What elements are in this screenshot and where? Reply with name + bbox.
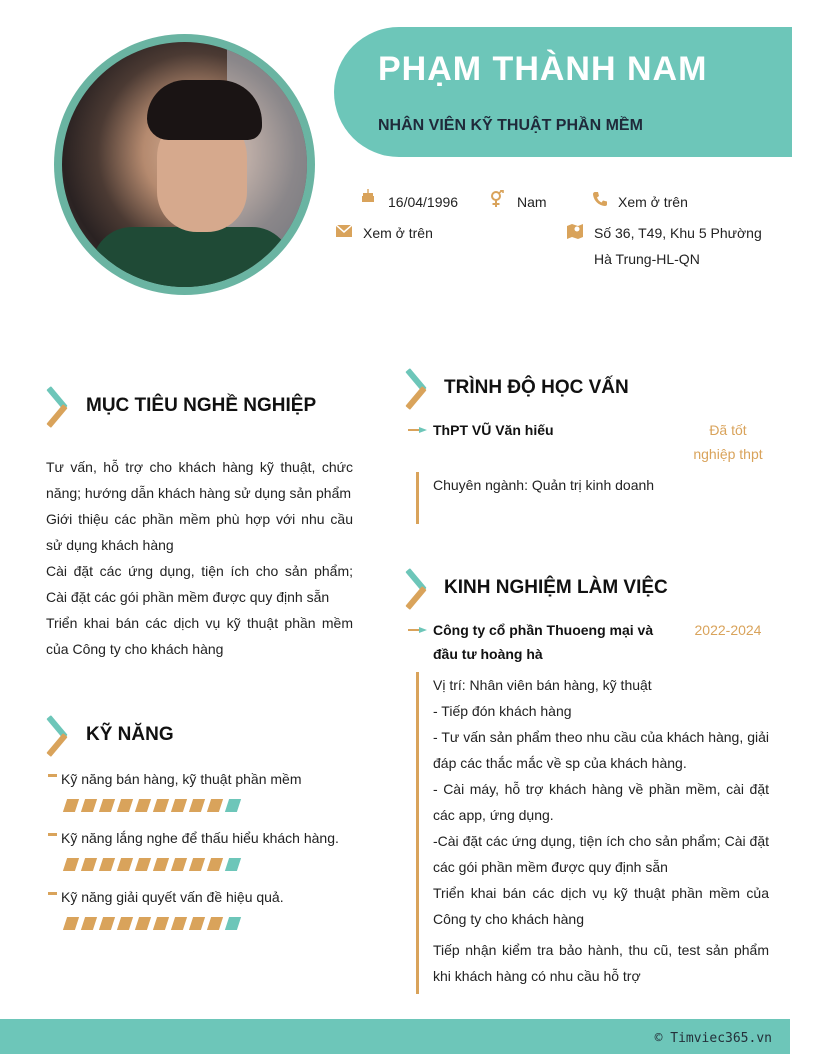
cake-icon: [360, 188, 376, 208]
skill-bullet-icon: [48, 774, 57, 777]
section-arrow-icon: [46, 716, 72, 756]
rating-segment-filled: [99, 917, 115, 930]
education-major: Chuyên ngành: Quản trị kinh doanh: [433, 477, 655, 493]
rating-segment-filled: [135, 858, 151, 871]
footer-copyright: © Timviec365.vn: [654, 1031, 772, 1046]
timeline-bar: [416, 672, 419, 994]
skill-name: Kỹ năng lắng nghe để thấu hiểu khách hàng.: [61, 830, 339, 846]
profile-photo: [62, 42, 307, 287]
job-title: NHÂN VIÊN KỸ THUẬT PHẦN MỀM: [378, 117, 643, 134]
profile-photo-frame: [54, 34, 315, 295]
objective-line: Cài đặt các ứng dụng, tiện ích cho sản phẩm; Cài đặt các gói phần mềm được quy định sẵn: [46, 563, 353, 605]
rating-segment-filled: [189, 858, 205, 871]
rating-segment-filled: [207, 917, 223, 930]
objective-line: Giới thiệu các phần mềm phù hợp với nhu cầu sử dụng khách hàng: [46, 511, 353, 553]
rating-segment-filled: [189, 917, 205, 930]
timeline-arrow-icon: [408, 427, 430, 433]
objective-title: MỤC TIÊU NGHỀ NGHIỆP: [86, 395, 317, 416]
rating-segment-filled: [135, 917, 151, 930]
company-name-line: đầu tư hoàng hà: [433, 646, 543, 662]
skill-name: Kỹ năng giải quyết vấn đề hiệu quả.: [61, 889, 284, 905]
company-name-line: Công ty cổ phần Thuoeng mại và: [433, 622, 654, 638]
education-status: [688, 418, 768, 466]
rating-segment-filled: [99, 799, 115, 812]
education-title: TRÌNH ĐỘ HỌC VẤN: [444, 377, 629, 398]
education-status-line: nghiệp thpt: [693, 446, 763, 462]
rating-segment-filled: [117, 799, 133, 812]
timeline-arrow-icon: [408, 627, 430, 633]
phone-icon: [592, 191, 608, 211]
experience-period: 2022-2024: [694, 622, 762, 638]
section-arrow-icon: [405, 569, 431, 609]
school-name: ThPT VŨ Văn hiếu: [433, 422, 554, 438]
skill-rating: [65, 917, 239, 930]
rating-segment-filled: [207, 858, 223, 871]
experience-detail-line: -Cài đặt các ứng dụng, tiện ích cho sản phẩm; Cài đặt các gói phần mềm được quy định sẵn: [433, 833, 769, 875]
rating-segment-filled: [81, 799, 97, 812]
map-icon: [566, 222, 584, 244]
rating-segment-filled: [153, 858, 169, 871]
skill-bullet-icon: [48, 892, 57, 895]
rating-segment-filled: [135, 799, 151, 812]
rating-segment-filled: [63, 917, 79, 930]
envelope-icon: [336, 224, 352, 241]
rating-segment-filled: [171, 917, 187, 930]
experience-details: [433, 672, 769, 989]
gender-text: Nam: [517, 194, 547, 210]
rating-segment-filled: [81, 917, 97, 930]
candidate-name: PHẠM THÀNH NAM: [378, 50, 708, 88]
skill-name: Kỹ năng bán hàng, kỹ thuật phần mềm: [61, 771, 302, 787]
experience-detail-line: Vị trí: Nhân viên bán hàng, kỹ thuật: [433, 677, 652, 693]
email-text: Xem ở trên: [363, 225, 433, 241]
objective-text: [46, 454, 353, 662]
section-arrow-icon: [405, 369, 431, 409]
rating-segment-filled: [171, 858, 187, 871]
experience-detail-line: - Tiếp đón khách hàng: [433, 703, 572, 719]
education-status-line: Đã tốt: [709, 422, 747, 438]
rating-segment-empty: [225, 917, 241, 930]
rating-segment-filled: [63, 858, 79, 871]
experience-title: KINH NGHIỆM LÀM VIỆC: [444, 577, 668, 598]
rating-segment-filled: [189, 799, 205, 812]
company-name: [433, 618, 673, 666]
rating-segment-filled: [207, 799, 223, 812]
rating-segment-filled: [63, 799, 79, 812]
experience-detail-line: - Tư vấn sản phẩm theo nhu cầu của khách hàng, giải đáp các thắc mắc về sp của khách hàng.: [433, 729, 769, 771]
experience-detail-line: Tiếp nhận kiểm tra bảo hành, thu cũ, test sản phẩm khi khách hàng có nhu cầu hỗ trợ: [433, 942, 769, 984]
rating-segment-empty: [225, 799, 241, 812]
skill-rating: [65, 799, 239, 812]
experience-detail-line: Triển khai bán các dịch vụ kỹ thuật phần mềm của Công ty cho khách hàng: [433, 885, 769, 927]
objective-line: Tư vấn, hỗ trợ cho khách hàng kỹ thuật, chức năng; hướng dẫn khách hàng sử dụng sản phẩm: [46, 459, 353, 501]
address-line-1: Số 36, T49, Khu 5 Phường: [594, 225, 762, 241]
footer-bar: [0, 1019, 790, 1054]
rating-segment-filled: [153, 917, 169, 930]
rating-segment-filled: [171, 799, 187, 812]
rating-segment-filled: [117, 917, 133, 930]
rating-segment-filled: [153, 799, 169, 812]
name-banner: [334, 27, 792, 157]
skill-rating: [65, 858, 239, 871]
experience-detail-line: - Cài máy, hỗ trợ khách hàng về phần mềm, cài đặt các app, ứng dụng.: [433, 781, 769, 823]
phone-text: Xem ở trên: [618, 194, 688, 210]
objective-line: Triển khai bán các dịch vụ kỹ thuật phần mềm của Công ty cho khách hàng: [46, 615, 353, 657]
rating-segment-filled: [117, 858, 133, 871]
rating-segment-empty: [225, 858, 241, 871]
section-arrow-icon: [46, 387, 72, 427]
skills-title: KỸ NĂNG: [86, 724, 174, 745]
birthday-text: 16/04/1996: [388, 194, 459, 210]
skill-bullet-icon: [48, 833, 57, 836]
gender-icon: [489, 190, 505, 212]
rating-segment-filled: [99, 858, 115, 871]
address-line-2: Hà Trung-HL-QN: [594, 251, 700, 267]
rating-segment-filled: [81, 858, 97, 871]
timeline-bar: [416, 472, 419, 524]
